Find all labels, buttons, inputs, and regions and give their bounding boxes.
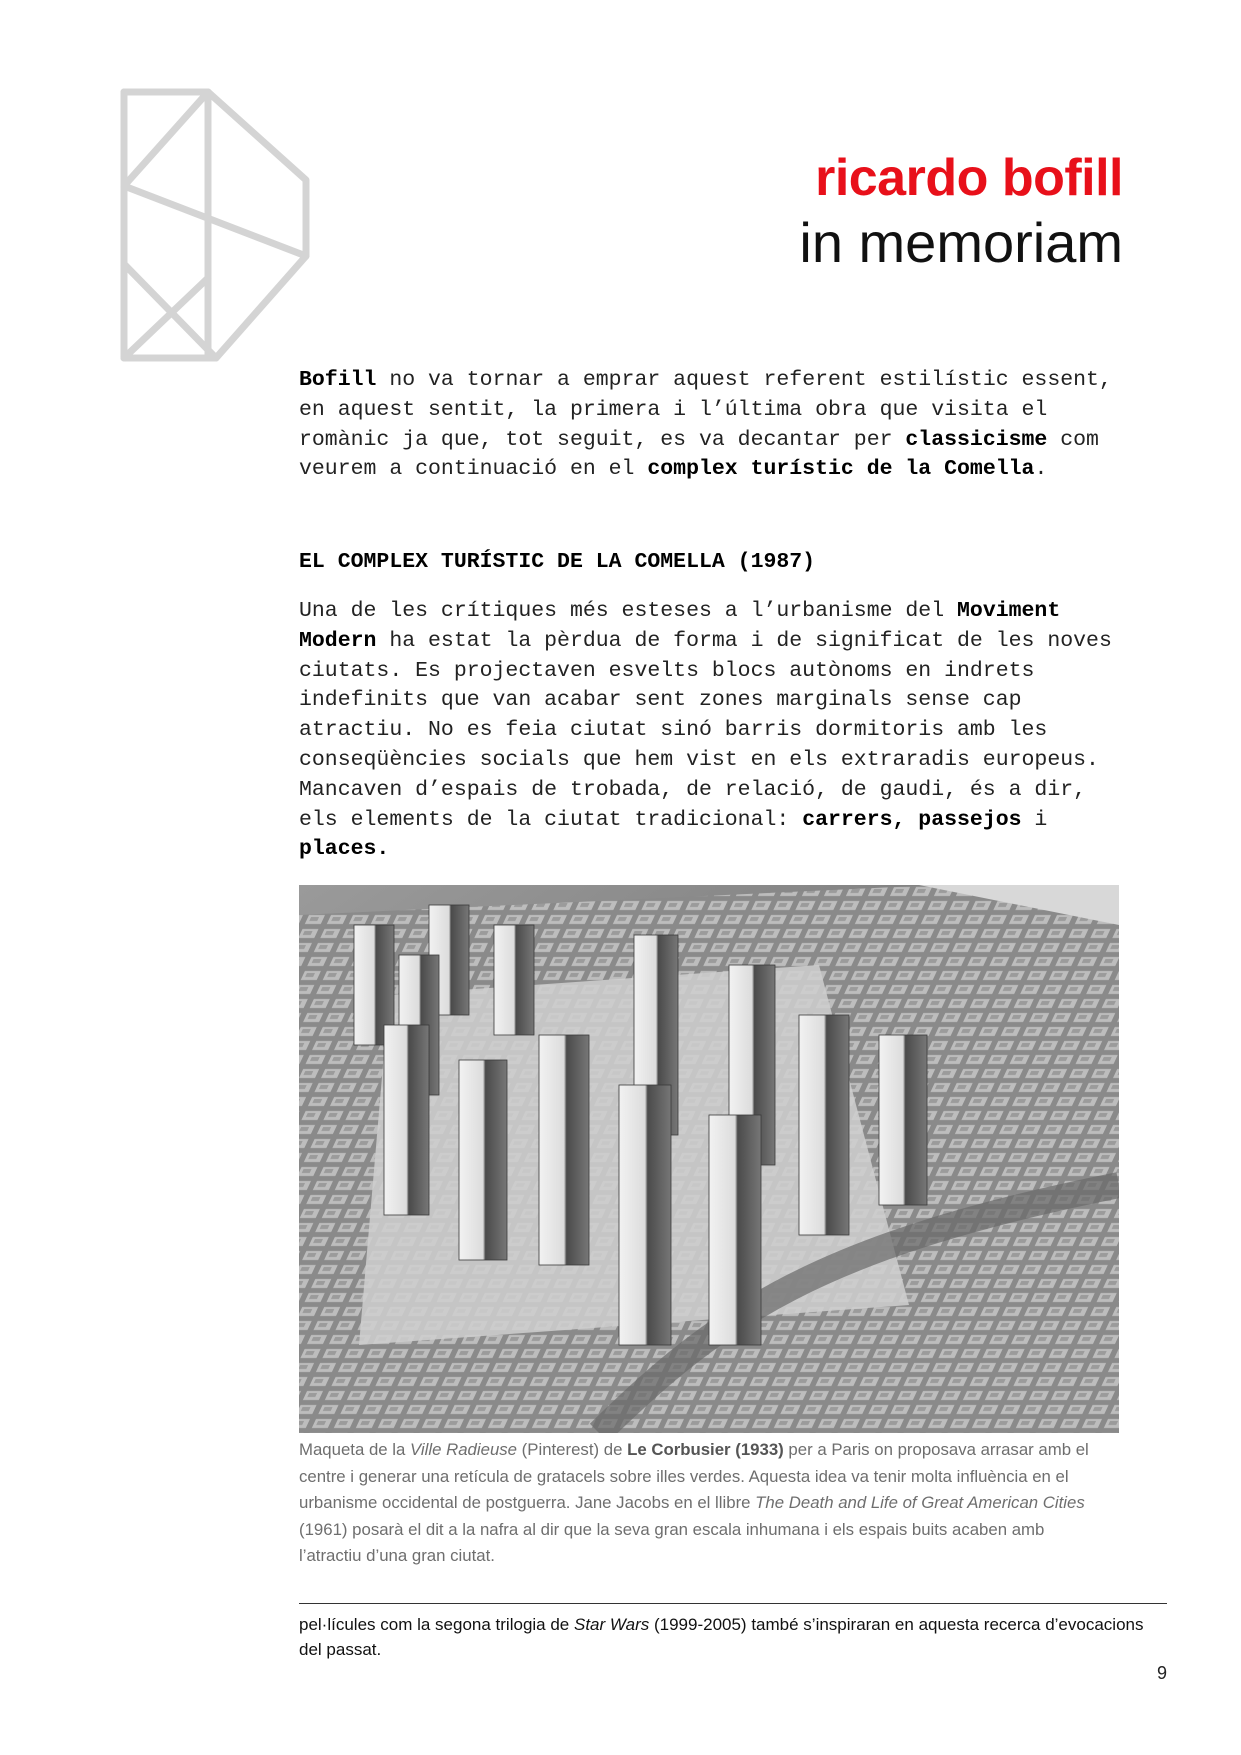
text: (1999-2005) també s’inspiraran en aquesta recerca d’evocacions [649,1615,1144,1634]
bold-term: Le Corbusier (1933) [627,1440,784,1459]
photo-caption [299,1437,1167,1570]
bold-term: complex turístic de la Comella [647,457,1035,482]
bold-term: Bofill [299,368,377,392]
text: ha estat la pèrdua de forma i de significat de les noves [376,628,1112,653]
bold-term: Moviment [957,599,1061,623]
bold-term: places. [299,837,390,862]
ville-radieuse-model-photo [299,885,1119,1433]
text: pel·lícules com la segona trilogia de [299,1615,574,1634]
section-heading: EL COMPLEX TURÍSTIC DE LA COMELLA (1987) [299,550,816,574]
text: l’atractiu d’una gran ciutat. [299,1546,495,1565]
text: indefinits que van acabar sent zones marginals sense cap [299,688,1022,713]
text: i [1021,807,1048,832]
text: Una de les crítiques més esteses a l’urbanisme del [299,599,958,623]
text: (1961) posarà el dit a la nafra al dir que la seva gran escala inhumana i els espais buits acaben amb [299,1519,1045,1539]
text: Maqueta de la [299,1440,411,1459]
footnote-divider [299,1603,1167,1604]
text: (Pinterest) de [517,1440,628,1459]
text: del passat. [299,1640,382,1659]
page-title-name: ricardo bofill [815,149,1123,207]
page-number: 9 [1157,1663,1168,1683]
italic-title: Ville Radieuse [410,1440,518,1459]
text: en aquest sentit, la primera i l’última obra que visita el [299,397,1048,422]
text: els elements de la ciutat tradicional: [299,807,803,832]
bold-term: carrers, passejos [802,807,1022,832]
text: . [1034,457,1048,482]
text: ciutats. Es projectaven esvelts blocs autònoms en indrets [299,658,1035,683]
text: atractiu. No es feia ciutat sinó barris dormitoris amb les [299,718,1048,743]
italic-title: Star Wars [573,1615,650,1634]
intro-paragraph [299,366,1159,485]
italic-title: The Death and Life of Great American Cities [755,1493,1085,1512]
text: com [1047,427,1099,452]
bold-term: classicisme [905,427,1048,452]
text: per a Paris on proposava arrasar amb el [783,1440,1089,1459]
text: no va tornar a emprar aquest referent estilístic essent, [376,368,1112,392]
text: centre i generar una retícula de gratacels sobre illes verdes. Aquesta idea va tenir molta influència en el [299,1466,1069,1486]
text: Mancaven d’espais de trobada, de relació, de gaudi, és a dir, [299,777,1087,802]
page-title-subtitle: in memoriam [799,211,1123,274]
bofill-logo-icon [120,88,320,364]
footnote [299,1612,1169,1662]
text: conseqüències socials que hem vist en els extraradis europeus. [299,747,1099,772]
bold-term: Modern [299,628,377,653]
body-paragraph [299,597,1159,865]
text: romànic ja que, tot seguit, es va decantar per [299,427,906,452]
text: veurem a continuació en el [299,457,648,482]
text: urbanisme occidental de postguerra. Jane Jacobs en el llibre [299,1493,756,1512]
